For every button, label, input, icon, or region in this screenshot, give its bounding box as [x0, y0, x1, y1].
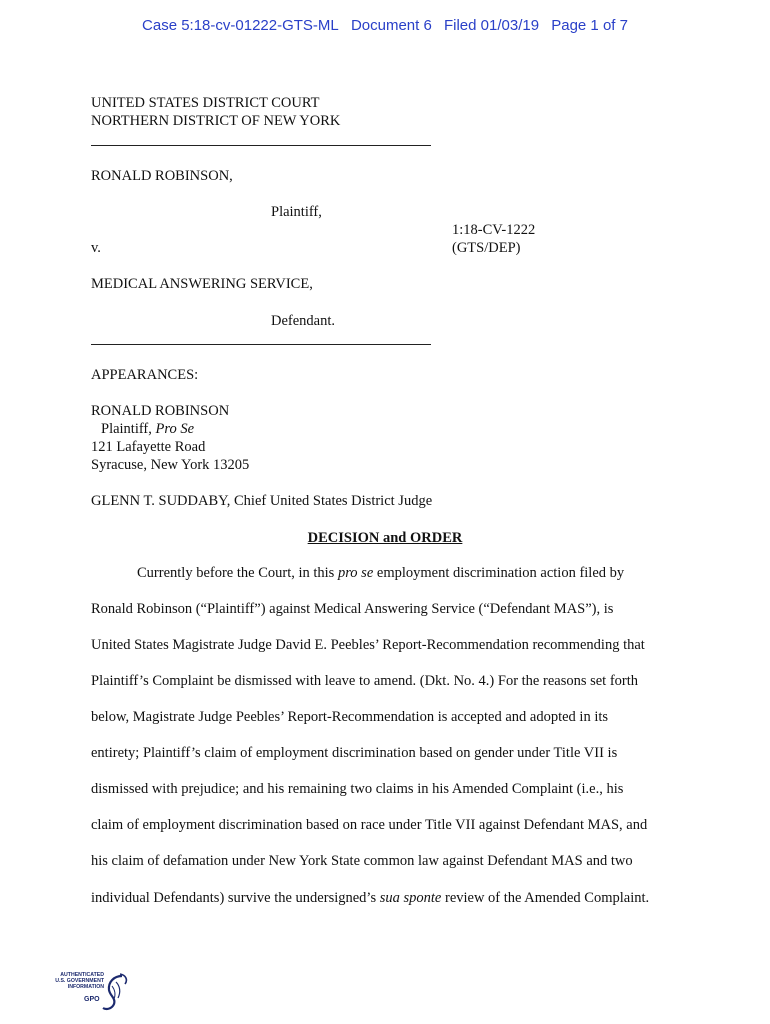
case-number-stamp: Case 5:18-cv-01222-GTS-ML [142, 17, 339, 34]
court-name-line2: NORTHERN DISTRICT OF NEW YORK [91, 113, 341, 129]
body-line-3: United States Magistrate Judge David E. Peebles’ Report-Recommendation recommending that [91, 637, 645, 653]
eagle-icon [100, 972, 130, 1014]
body-line-8: claim of employment discrimination based on race under Title VII against Defendant MAS, and [91, 817, 648, 833]
body-line-4: Plaintiff’s Complaint be dismissed with leave to amend. (Dkt. No. 4.) For the reasons set forth [91, 673, 639, 689]
body-line-10: individual Defendants) survive the undersigned’s sua sponte review of the Amended Complaint. [91, 890, 650, 906]
body-line-1: Currently before the Court, in this pro se employment discrimination action filed by [137, 565, 625, 581]
gpo-authentication-logo [40, 972, 135, 1016]
caption-divider-bottom [91, 344, 431, 345]
defendant-name: MEDICAL ANSWERING SERVICE, [91, 276, 313, 292]
appearance-role: Plaintiff, Pro Se [101, 421, 195, 437]
body-line-5: below, Magistrate Judge Peebles’ Report-Recommendation is accepted and adopted in its [91, 709, 609, 725]
body-line-9: his claim of defamation under New York State common law against Defendant MAS and two [91, 853, 633, 869]
plaintiff-role: Plaintiff, [271, 204, 322, 220]
filed-date-stamp: Filed 01/03/19 [443, 17, 540, 34]
body-line-2: Ronald Robinson (“Plaintiff”) against Medical Answering Service (“Defendant MAS”), is [91, 601, 614, 617]
body-line-6: entirety; Plaintiff’s claim of employment discrimination based on gender under Title VII is [91, 745, 618, 761]
defendant-role: Defendant. [271, 313, 336, 329]
filing-header [0, 17, 770, 34]
appearance-address-line1: 121 Lafayette Road [91, 439, 206, 455]
appearance-address-line2: Syracuse, New York 13205 [91, 457, 250, 473]
judge-line: GLENN T. SUDDABY, Chief United States District Judge [91, 493, 433, 509]
case-number-line1: 1:18-CV-1222 [452, 222, 536, 238]
body-line-7: dismissed with prejudice; and his remaining two claims in his Amended Complaint (i.e., his [91, 781, 624, 797]
appearance-name: RONALD ROBINSON [91, 403, 230, 419]
document-title: DECISION and ORDER [307, 530, 463, 546]
caption-divider-top [91, 145, 431, 146]
appearances-heading: APPEARANCES: [91, 367, 199, 383]
logo-text: AUTHENTICATED U.S. GOVERNMENT INFORMATION [55, 972, 104, 990]
court-name-line1: UNITED STATES DISTRICT COURT [91, 95, 320, 111]
document-number-stamp: Document 6 [350, 17, 432, 34]
plaintiff-name: RONALD ROBINSON, [91, 168, 233, 184]
logo-gpo-label: GPO [84, 996, 100, 1003]
versus: v. [91, 240, 101, 256]
case-number-line2: (GTS/DEP) [452, 240, 521, 256]
page-count-stamp: Page 1 of 7 [551, 17, 628, 34]
